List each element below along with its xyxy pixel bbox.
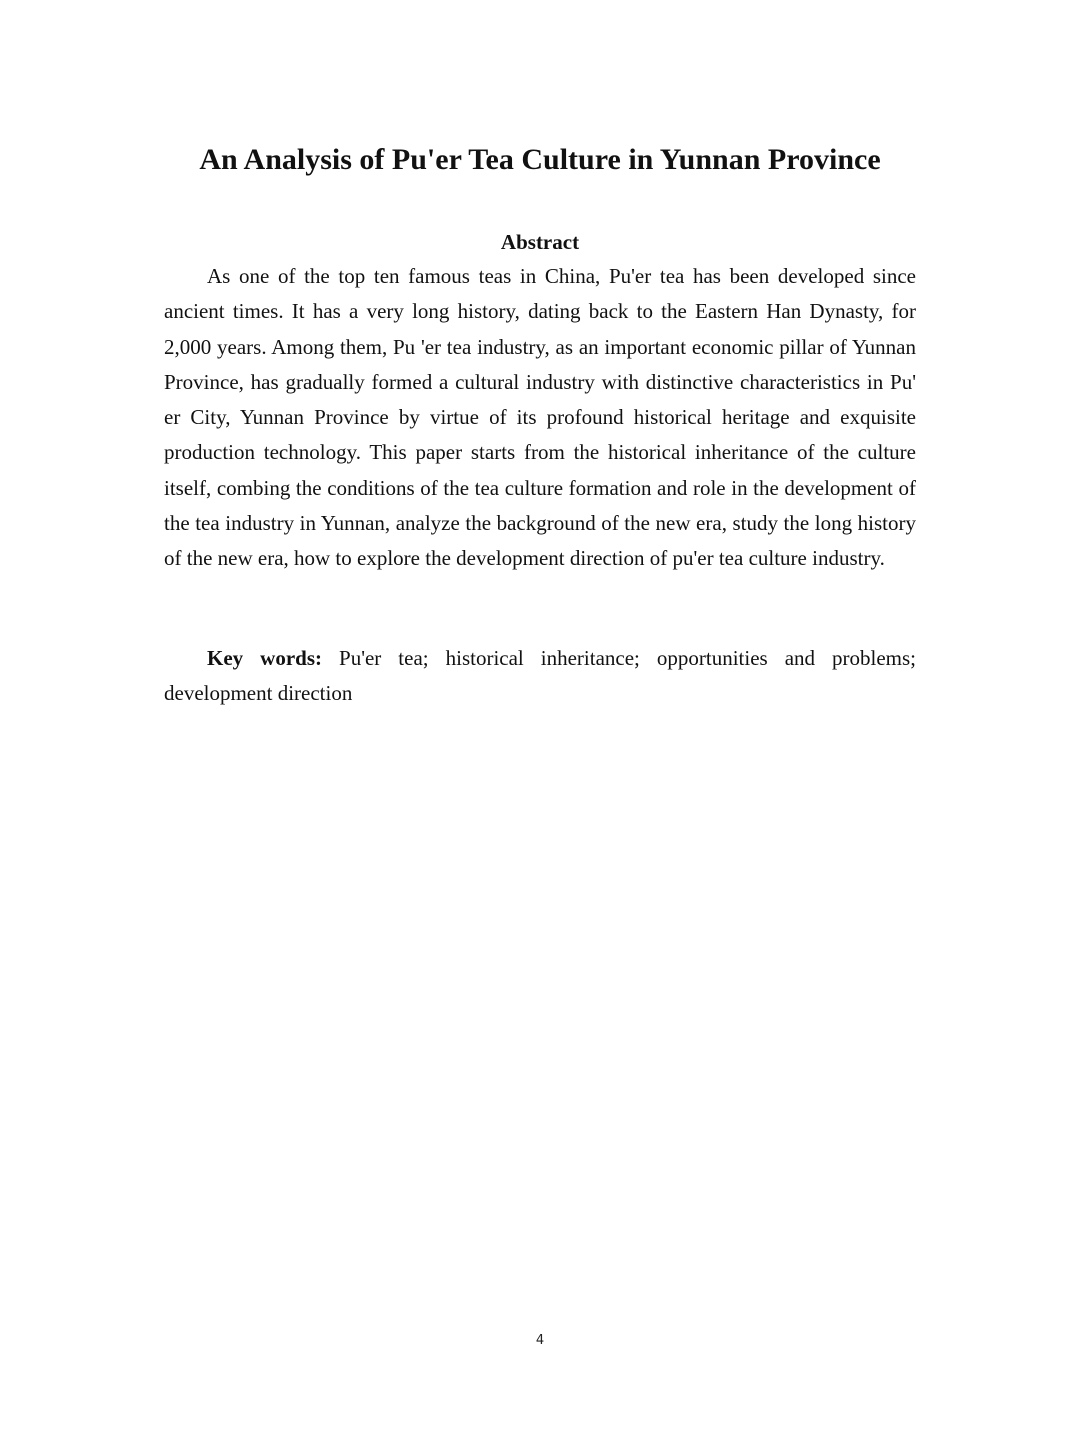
keywords-paragraph bbox=[164, 641, 916, 712]
abstract-heading: Abstract bbox=[500, 230, 580, 254]
paper-title: An Analysis of Pu'er Tea Culture in Yunnan Province bbox=[199, 143, 881, 176]
page-number: 4 bbox=[535, 1333, 545, 1348]
keywords-label: Key words: bbox=[207, 646, 322, 670]
keywords-text: Pu'er tea; historical inheritance; opportunities and problems; development direction bbox=[164, 646, 917, 706]
abstract-paragraph: As one of the top ten famous teas in China, Pu'er tea has been developed since ancient times. It has a very long history, dating back to the Eastern Han Dynasty, for 2,000 years. Among them, Pu 'er tea industry, as an important economic pillar of Yunnan Province, has gradually formed a cultural industry with distinctive characteristics in Pu' er City, Yunnan Province by virtue of its profound historical heritage and exquisite production technology. This paper starts from the historical inheritance of the culture itself, combing the conditions of the tea culture formation and role in the development of the tea industry in Yunnan, analyze the background of the new era, study the long history of the new era, how to explore the development direction of pu'er tea culture industry. bbox=[164, 264, 916, 571]
